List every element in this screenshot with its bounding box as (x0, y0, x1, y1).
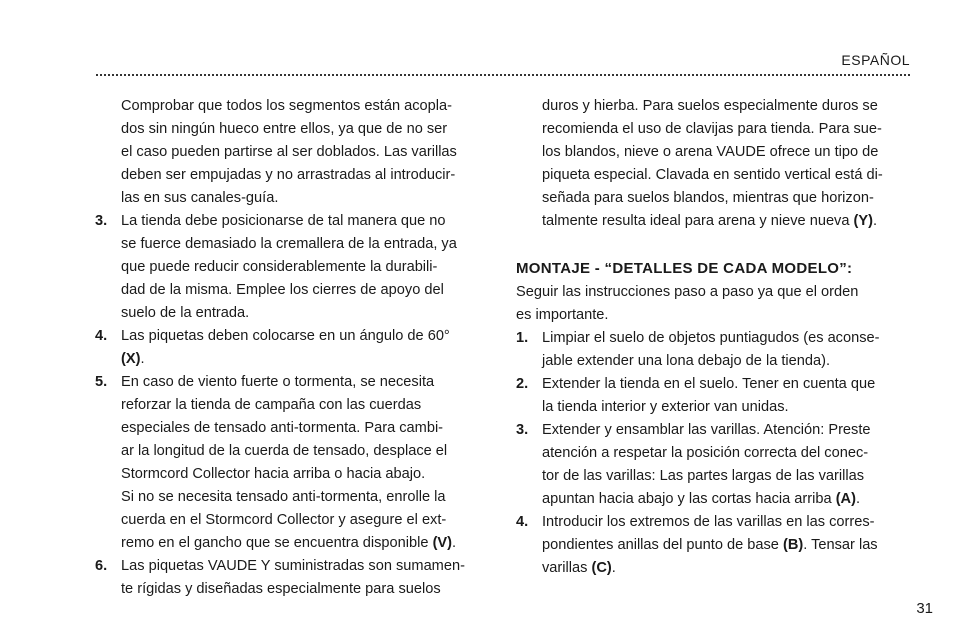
text-line: ar la longitud de la cuerda de tensado, desplace el (121, 443, 448, 459)
figure-reference: (X) (121, 351, 141, 367)
text-line: especiales de tensado anti-tormenta. Para cambi- (121, 420, 444, 436)
line-text: varillas (542, 560, 592, 576)
paragraph-spacer (516, 233, 916, 256)
text-line: Comprobar que todos los segmentos están acopla- (121, 98, 452, 114)
text-line: te rígidas y diseñadas especialmente para suelos (121, 581, 441, 597)
text-line: los blandos, nieve o arena VAUDE ofrece un tipo de (542, 144, 879, 160)
text-line: Si no se necesita tensado anti-tormenta, enrolle la (121, 489, 446, 505)
figure-reference: (V) (432, 535, 453, 551)
figure-reference: (Y) (853, 213, 873, 229)
punctuation: . (452, 535, 457, 551)
punctuation: . (873, 213, 878, 229)
figure-reference: (A) (835, 491, 856, 507)
list-number: 4. (95, 328, 108, 344)
line-text: . Tensar las (803, 537, 878, 553)
punctuation: . (855, 491, 861, 507)
step-3 (516, 419, 916, 511)
punctuation: . (611, 560, 616, 576)
list-number: 5. (95, 374, 108, 390)
text-line: dos sin ningún hueco entre ellos, ya que de no ser (121, 121, 448, 137)
section-intro (516, 281, 916, 327)
text-line: tor de las varillas: Las partes largas de las varillas (542, 468, 865, 484)
text-line (542, 557, 916, 580)
text-line: las en sus canales-guía. (121, 190, 279, 206)
list-number: 2. (516, 376, 529, 392)
text-line (121, 348, 495, 371)
text-line: suelo de la entrada. (121, 305, 250, 321)
line-text: apuntan hacia abajo y las cortas hacia arriba (542, 491, 836, 507)
text-line (121, 532, 495, 555)
list-item-3 (95, 210, 495, 325)
text-line: reforzar la tienda de campaña con las cuerdas (121, 397, 422, 413)
text-line: Seguir las instrucciones paso a paso ya que el orden (516, 284, 859, 300)
figure-reference: (C) (591, 560, 612, 576)
text-line: piqueta especial. Clavada en sentido vertical está di- (542, 167, 883, 183)
text-line (542, 534, 916, 557)
intro-paragraph (95, 95, 495, 210)
text-line: es importante. (516, 307, 609, 323)
list-number: 6. (95, 558, 108, 574)
text-line: duros y hierba. Para suelos especialmente duros se (542, 98, 878, 114)
list-number: 4. (516, 514, 529, 530)
section-heading: MONTAJE - “DETALLES DE CADA MODELO”: (516, 260, 853, 277)
text-line: Extender y ensamblar las varillas. Atención: Preste (542, 422, 871, 438)
text-line: deben ser empujadas y no arrastradas al introducir- (121, 167, 456, 183)
text-line: Stormcord Collector hacia arriba o hacia abajo. (121, 466, 426, 482)
text-line: el caso pueden partirse al ser doblados. Las varillas (121, 144, 457, 160)
list-item-5 (95, 371, 495, 555)
text-line: dad de la misma. Emplee los cierres de apoyo del (121, 282, 444, 298)
text-line: señada para suelos blandos, mientras que horizon- (542, 190, 874, 206)
step-1 (516, 327, 916, 373)
punctuation: . (140, 351, 145, 367)
list-item-4 (95, 325, 495, 371)
list-number: 3. (95, 213, 108, 229)
text-line: Limpiar el suelo de objetos puntiagudos (es aconse- (542, 330, 880, 346)
text-line (542, 488, 916, 511)
text-line: Las piquetas VAUDE Y suministradas son sumamen- (121, 558, 465, 574)
right-column (516, 95, 916, 580)
text-line: Introducir los extremos de las varillas en las corres- (542, 514, 875, 530)
text-line: que puede reducir considerablemente la durabili- (121, 259, 438, 275)
list-number: 3. (516, 422, 529, 438)
figure-reference: (B) (782, 537, 804, 553)
language-header: ESPAÑOL (841, 52, 910, 68)
page-number: 31 (916, 600, 933, 617)
dotted-divider (96, 74, 910, 76)
left-column (95, 95, 495, 601)
line-text: talmente resulta ideal para arena y nieve nueva (542, 213, 854, 229)
text-line: atención a respetar la posición correcta del conec- (542, 445, 869, 461)
list-item-6 (95, 555, 495, 601)
text-line: Las piquetas deben colocarse en un ángulo de 60° (121, 328, 450, 344)
step-2 (516, 373, 916, 419)
text-line: la tienda interior y exterior van unidas. (542, 399, 789, 415)
list-number: 1. (516, 330, 529, 346)
text-line: La tienda debe posicionarse de tal manera que no (121, 213, 446, 229)
line-text: remo en el gancho que se encuentra disponible (121, 535, 433, 551)
text-line: jable extender una lona debajo de la tienda). (542, 353, 831, 369)
text-line: Extender la tienda en el suelo. Tener en cuenta que (542, 376, 876, 392)
continued-paragraph (516, 95, 916, 233)
text-line: se fuerce demasiado la cremallera de la entrada, ya (121, 236, 457, 252)
text-line: En caso de viento fuerte o tormenta, se necesita (121, 374, 435, 390)
text-line (542, 210, 916, 233)
text-line: cuerda en el Stormcord Collector y asegure el ext- (121, 512, 447, 528)
step-4 (516, 511, 916, 580)
text-line: recomienda el uso de clavijas para tienda. Para sue- (542, 121, 882, 137)
line-text: pondientes anillas del punto de base (542, 537, 783, 553)
